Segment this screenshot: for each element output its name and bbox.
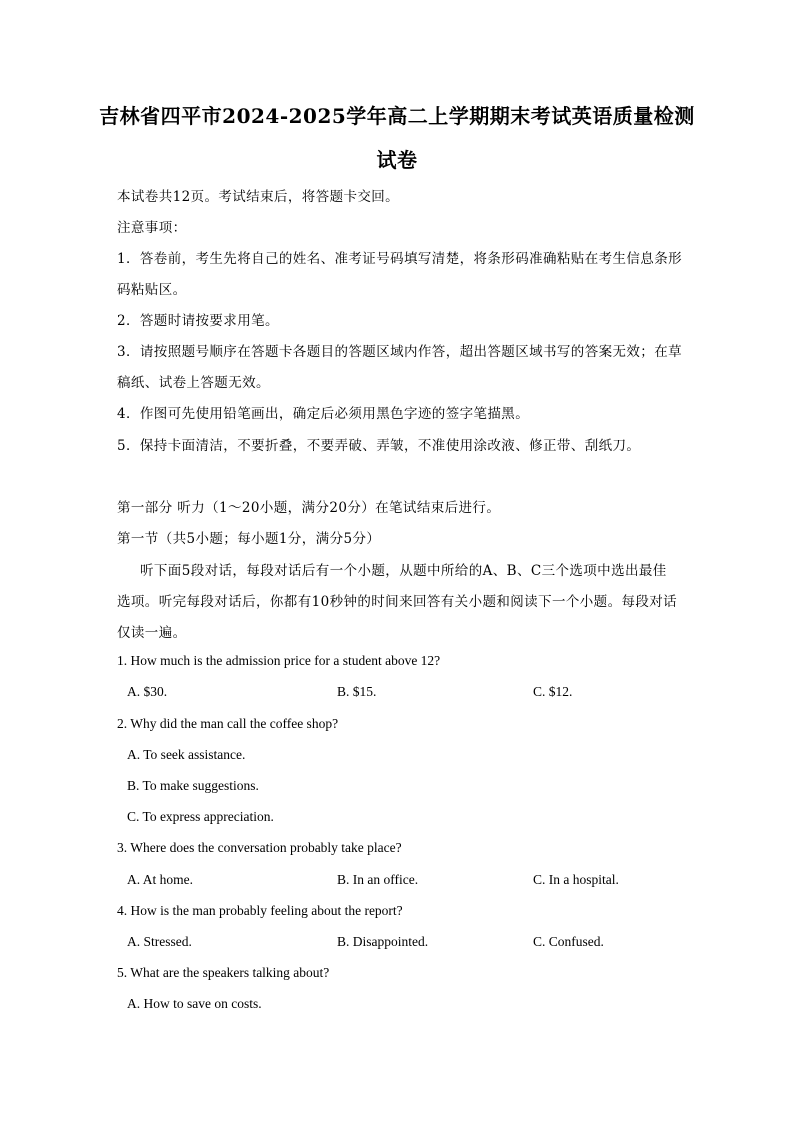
notice-item: 4．作图可先使用铅笔画出，确定后必须用黑色字迹的签字笔描黑。	[117, 406, 530, 422]
directions-text: 选项。听完每段对话后，你都有10秒钟的时间来回答有关小题和阅读下一个小题。每段对话	[117, 594, 678, 610]
notice-item: 稿纸、试卷上答题无效。	[117, 375, 270, 391]
option-c: C. Confused.	[533, 934, 604, 949]
notice-item: 3．请按照题号顺序在答题卡各题目的答题区域内作答，超出答题区域书写的答案无效；在草	[117, 344, 682, 360]
notice-item: 2．答题时请按要求用笔。	[117, 313, 279, 329]
option-b: B. $15.	[337, 684, 377, 699]
option-c: C. In a hospital.	[533, 872, 619, 887]
page-title-continued: 试卷	[376, 148, 418, 172]
directions-text: 听下面5段对话，每段对话后有一个小题，从题中所给的A、B、C三个选项中选出最佳	[140, 563, 667, 579]
option-a: A. At home.	[127, 872, 193, 887]
question-stem: 3. Where does the conversation probably take place?	[117, 840, 402, 855]
notice-item: 码粘贴区。	[117, 282, 187, 298]
option-b: B. In an office.	[337, 872, 419, 887]
page-title: 吉林省四平市2024-2025学年高二上学期期末考试英语质量检测	[99, 104, 695, 128]
notice-heading: 注意事项：	[117, 220, 187, 236]
option-a: A. Stressed.	[127, 934, 192, 949]
option-c: C. $12.	[533, 684, 573, 699]
section-heading: 第一节（共5小题；每小题1分，满分5分）	[117, 531, 381, 547]
question-stem: 5. What are the speakers talking about?	[117, 965, 330, 980]
option-a: A. To seek assistance.	[127, 747, 246, 762]
question-stem: 1. How much is the admission price for a student above 12?	[117, 653, 441, 668]
option-a: A. How to save on costs.	[127, 996, 262, 1011]
option-b: B. To make suggestions.	[127, 778, 259, 793]
question-stem: 2. Why did the man call the coffee shop?	[117, 716, 339, 731]
option-b: B. Disappointed.	[337, 934, 429, 949]
question-stem: 4. How is the man probably feeling about the report?	[117, 903, 403, 918]
directions-text: 仅读一遍。	[117, 625, 187, 641]
part-heading: 第一部分 听力（1～20小题，满分20分）在笔试结束后进行。	[117, 500, 501, 516]
option-c: C. To express appreciation.	[127, 809, 274, 824]
option-a: A. $30.	[127, 684, 168, 699]
intro-text: 本试卷共12页。考试结束后，将答题卡交回。	[117, 189, 400, 205]
notice-item: 5．保持卡面清洁，不要折叠，不要弄破、弄皱，不准使用涂改液、修正带、刮纸刀。	[117, 438, 641, 454]
notice-item: 1．答卷前，考生先将自己的姓名、准考证号码填写清楚，将条形码准确粘贴在考生信息条形	[117, 251, 682, 267]
